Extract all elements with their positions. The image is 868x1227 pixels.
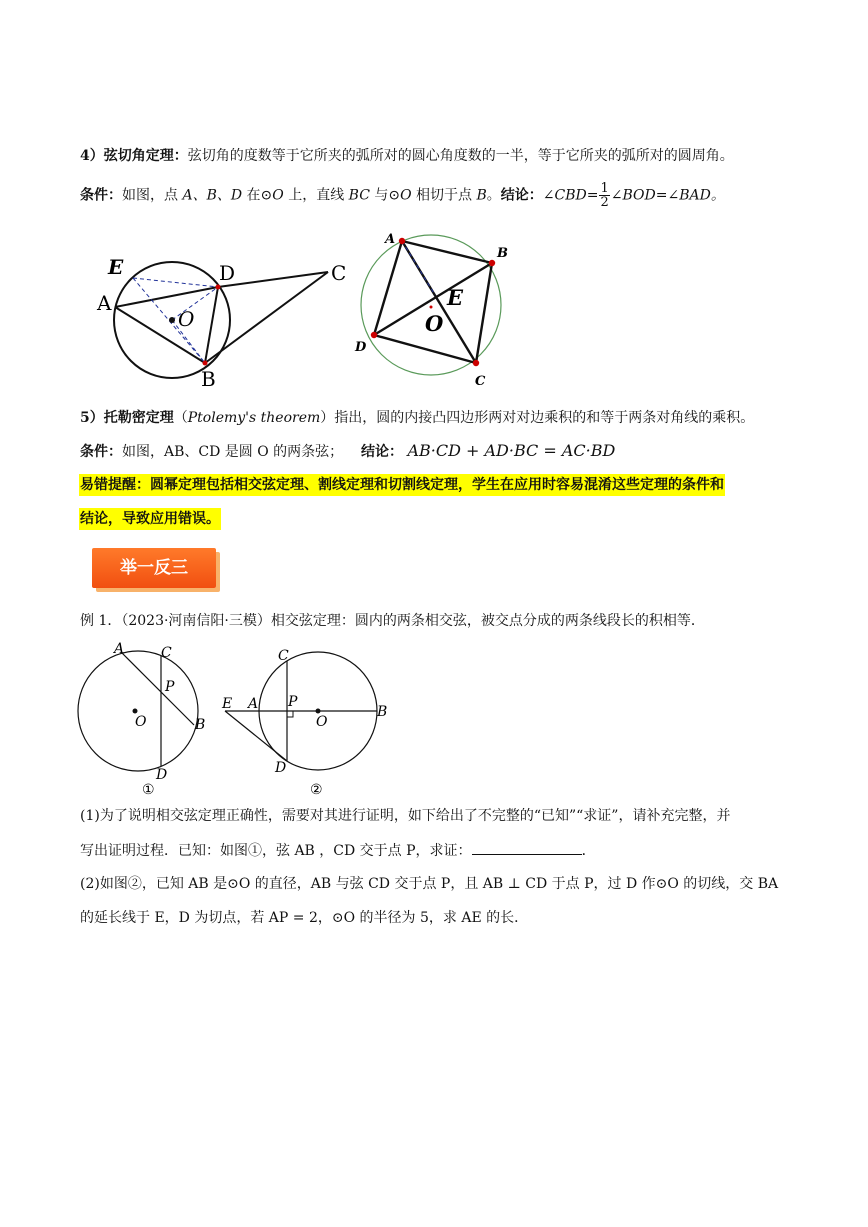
figure-number: ① bbox=[142, 782, 155, 798]
cond-text: 如图，AB、CD 是圆 O 的两条弦； bbox=[122, 444, 344, 460]
label-o: O bbox=[135, 714, 147, 730]
cond-text: 。 bbox=[486, 187, 501, 204]
label-e: E bbox=[108, 255, 124, 279]
question-1-line-1: (1)为了说明相交弦定理正确性，需要对其进行证明，如下给出了不完整的“已知”“求证”，请补充完整，并 bbox=[80, 808, 731, 824]
label-p: P bbox=[165, 679, 175, 695]
paren-close: ） bbox=[320, 410, 335, 426]
section-banner: 举一反三 bbox=[92, 548, 216, 588]
conclusion-label: 结论： bbox=[360, 444, 403, 460]
label-c: C bbox=[331, 261, 347, 285]
warning-line-2: 结论，导致应用错误。 bbox=[79, 508, 221, 530]
center-dot bbox=[430, 306, 433, 309]
q1-end: ． bbox=[581, 843, 596, 859]
question-2-line-1: (2)如图②，已知 AB 是⊙O 的直径，AB 与弦 CD 交于点 P，且 AB ⊥ CD 于点 P，过 D 作⊙O 的切线，交 BA bbox=[80, 876, 779, 892]
cond-text: 与⊙ bbox=[369, 187, 401, 204]
point-d bbox=[371, 332, 377, 338]
label-b: B bbox=[377, 704, 388, 720]
point-a bbox=[399, 238, 405, 244]
section4-heading: 4）弦切角定理： bbox=[80, 148, 188, 164]
point-b bbox=[489, 260, 495, 266]
point-d bbox=[216, 285, 221, 290]
section5-condition-line bbox=[80, 441, 615, 462]
point-c bbox=[473, 360, 479, 366]
q1-text: 写出证明过程．已知：如图①，弦 AB ，CD 交于点 P，求证： bbox=[80, 843, 472, 859]
label-a: A bbox=[248, 696, 259, 712]
conclusion-label: 结论： bbox=[500, 187, 543, 204]
concl-post: ∠BOD=∠BAD。 bbox=[610, 187, 725, 204]
label-o: O bbox=[425, 311, 444, 336]
chord-db bbox=[205, 287, 218, 363]
label-c: C bbox=[161, 645, 172, 661]
center-dot bbox=[133, 709, 138, 714]
frac-num: 1 bbox=[600, 181, 609, 196]
right-angle-mark bbox=[287, 711, 293, 717]
answer-blank bbox=[472, 840, 582, 855]
cond-text: 上，直线 bbox=[283, 187, 349, 204]
figure-number: ② bbox=[310, 782, 323, 798]
concl-pre: ∠CBD= bbox=[542, 187, 599, 204]
cond-o: O bbox=[400, 187, 412, 204]
label-o: O bbox=[316, 714, 328, 730]
english-name: Ptolemy's theorem bbox=[187, 410, 321, 426]
ptolemy-figure bbox=[355, 225, 525, 395]
figure-1 bbox=[76, 640, 226, 800]
cond-points: A、B、D bbox=[182, 187, 243, 204]
ptolemy-formula: AB·CD + AD·BC = AC·BD bbox=[407, 441, 616, 460]
frac-den: 2 bbox=[600, 195, 609, 210]
label-e: E bbox=[222, 696, 233, 712]
cond-text: 相切于点 bbox=[411, 187, 477, 204]
chord-ad bbox=[115, 287, 218, 307]
section4-text: 弦切角的度数等于它所夹的弧所对的圆心角度数的一半，等于它所夹的弧所对的圆周角。 bbox=[187, 148, 734, 164]
label-c: C bbox=[278, 648, 289, 664]
fraction-half bbox=[599, 182, 609, 209]
label-c: C bbox=[475, 374, 486, 389]
label-b: B bbox=[497, 246, 508, 261]
chord-ab bbox=[122, 653, 194, 725]
section4-title-line bbox=[80, 146, 734, 166]
label-b: B bbox=[195, 717, 206, 733]
example-intro: 例 1．（2023·河南信阳·三模）相交弦定理：圆内的两条相交弦，被交点分成的两条线段长的积相等． bbox=[80, 613, 705, 629]
label-o: O bbox=[178, 307, 195, 331]
cond-b: B bbox=[476, 187, 487, 204]
label-a: A bbox=[97, 291, 112, 315]
question-1-line-2 bbox=[80, 840, 596, 861]
paren-open: （ bbox=[173, 410, 188, 426]
side-bc bbox=[476, 263, 492, 363]
section5-text: 指出，圆的内接凸四边形两对对边乘积的和等于两条对角线的乘积。 bbox=[334, 410, 755, 426]
dash-ed bbox=[133, 278, 218, 287]
condition-label: 条件： bbox=[80, 444, 122, 460]
figure-2 bbox=[220, 640, 400, 800]
condition-label: 条件： bbox=[80, 187, 122, 204]
section4-condition-line bbox=[80, 182, 725, 209]
label-d: D bbox=[156, 767, 168, 783]
cond-text: 如图，点 bbox=[122, 187, 183, 204]
label-d: D bbox=[275, 760, 287, 776]
label-d: D bbox=[355, 340, 367, 355]
warning-line-1: 易错提醒：圆幂定理包括相交弦定理、割线定理和切割线定理，学生在应用时容易混淆这些定理的条件和 bbox=[79, 474, 725, 496]
label-a: A bbox=[385, 232, 396, 247]
label-p: P bbox=[288, 694, 298, 710]
cond-text: 在⊙ bbox=[242, 187, 273, 204]
tangent-ed bbox=[225, 711, 287, 761]
tangent-chord-figure bbox=[95, 250, 355, 390]
section5-heading: 5）托勒密定理 bbox=[80, 410, 174, 426]
cond-o: O bbox=[272, 187, 284, 204]
point-b bbox=[203, 361, 208, 366]
center-dot bbox=[169, 317, 175, 323]
label-e: E bbox=[447, 285, 464, 310]
section5-title-line bbox=[80, 408, 754, 428]
cond-bc: BC bbox=[348, 187, 370, 204]
center-dot bbox=[316, 709, 321, 714]
label-d: D bbox=[219, 261, 236, 285]
question-2-line-2: 的延长线于 E，D 为切点，若 AP = 2，⊙O 的半径为 5，求 AE 的长． bbox=[80, 910, 529, 926]
label-a: A bbox=[114, 641, 125, 657]
label-b: B bbox=[201, 367, 216, 391]
side-ab bbox=[402, 241, 492, 263]
